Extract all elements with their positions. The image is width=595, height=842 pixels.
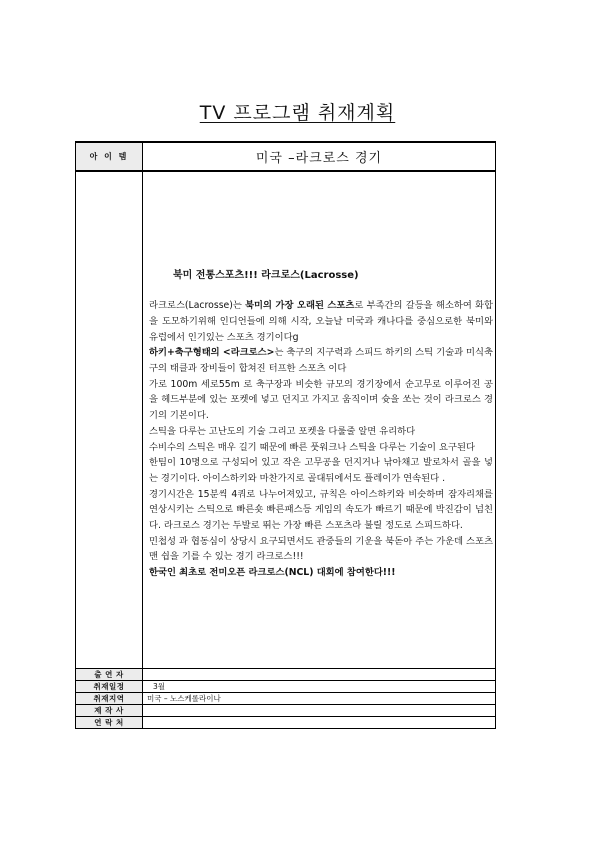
schedule-value-text: 3월 bbox=[153, 682, 166, 691]
row-location bbox=[76, 693, 496, 705]
content-cell bbox=[143, 171, 496, 669]
cast-label: 출 연 자 bbox=[76, 669, 143, 681]
row-contact bbox=[76, 717, 496, 729]
schedule-label: 취재일정 bbox=[76, 681, 143, 693]
paragraph-stick: 스틱을 다루는 고난도의 기술 그리고 포켓을 다룰줄 알면 유리하다 bbox=[149, 425, 416, 437]
para2-c: 는 축구의 지구력과 스피드 하키의 스틱 기술과 미식축구의 태클과 장비들이 합쳐진 터프한 스포츠 이다 bbox=[149, 347, 493, 374]
paragraph-form bbox=[149, 345, 493, 376]
location-value-text: 미국 – 노스케롤라이나 bbox=[147, 694, 221, 703]
para1-a: 라크로스(Lacrosse)는 bbox=[149, 300, 246, 312]
paragraph-defense: 수비수의 스틱은 매우 길기 때문에 빠른 풋워크나 스틱을 다루는 기술이 요구된다 bbox=[149, 441, 475, 453]
para2-bold: 하키+축구형태의 <라크로스> bbox=[149, 347, 275, 359]
location-label: 취재지역 bbox=[76, 693, 143, 705]
item-label: 아 이 템 bbox=[76, 142, 143, 171]
paragraph-origin bbox=[149, 298, 493, 345]
paragraph-team: 한팀이 10명으로 구성되어 있고 작은 고무공을 던지거나 낚아채고 발로차서 골을 넣는 경기이다. 아이스하키와 마찬가지로 골대뒤에서도 플레이가 연속된다 . bbox=[149, 457, 493, 484]
paragraph-field: 가로 100m 세로55m 로 축구장과 비슷한 규모의 경기장에서 순고무로 이루어진 공을 헤드부분에 있는 포켓에 넣고 던지고 가지고 움직이며 슛을 쏘는 것이 라크로스 경기의 기본이다. bbox=[149, 378, 493, 422]
item-row bbox=[76, 142, 496, 171]
plan-table bbox=[75, 141, 496, 729]
location-value bbox=[143, 693, 496, 705]
content-headline: 북미 전통스포츠!!! 라크로스(Lacrosse) bbox=[173, 270, 359, 282]
producer-label: 제 작 사 bbox=[76, 705, 143, 717]
content-label-cell bbox=[76, 171, 143, 669]
row-schedule bbox=[76, 681, 496, 693]
document-title-text: TV 프로그램 취재계획 bbox=[199, 102, 396, 124]
paragraph-time: 경기시간은 15분씩 4쿼로 나누어져있고, 규칙은 아이스하키와 비슷하며 잠자리채를 연상시키는 스틱으로 빠른숏 빠른패스등 게임의 속도가 빠르기 때문에 박진감이 넘친다. 라크로스 경기는 두발로 뛰는 가장 빠른 스포츠라 불릴 정도로 스피드하다. bbox=[149, 488, 493, 532]
content-row bbox=[76, 171, 496, 669]
paragraph-announcement: 한국인 최초로 전미오픈 라크로스(NCL) 대회에 참여한다!!! bbox=[149, 567, 396, 579]
contact-label: 연 락 처 bbox=[76, 717, 143, 729]
row-cast bbox=[76, 669, 496, 681]
item-value: 미국 –라크로스 경기 bbox=[143, 142, 496, 171]
cast-value bbox=[143, 669, 496, 681]
schedule-value bbox=[143, 681, 496, 693]
producer-value bbox=[143, 705, 496, 717]
document-title bbox=[0, 98, 595, 125]
para1-c: 로 부족간의 갈등을 해소하여 화합을 도모하기위해 인디언들에 의해 시작, 오늘날 미국과 캐나다를 중심으로한 북미와 유럽에서 인기있는 스포츠 경기이다g bbox=[149, 300, 493, 343]
contact-value bbox=[143, 717, 496, 729]
row-producer bbox=[76, 705, 496, 717]
paragraph-spirit: 민첩성 과 협동심이 상당시 요구되면서도 관중들의 기운을 북돋아 주는 가운데 스포츠맨 쉽을 기를 수 있는 경기 라크로스!!! bbox=[149, 535, 493, 563]
para1-bold: 북미의 가장 오래된 스포츠 bbox=[245, 300, 355, 312]
